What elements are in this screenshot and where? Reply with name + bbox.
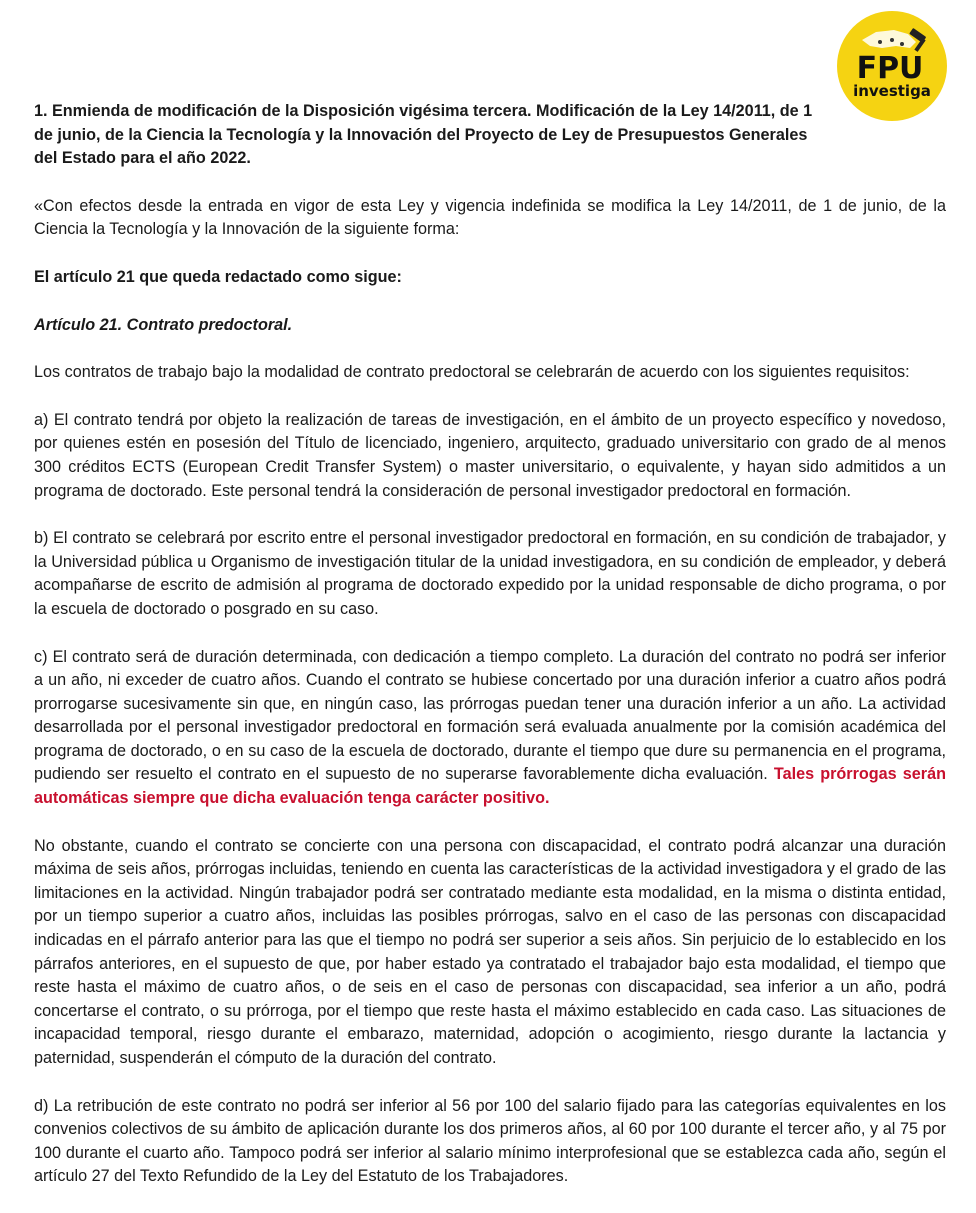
paragraph-c-text: c) El contrato será de duración determinada, con dedicación a tiempo completo. La duración del contrato no podrá ser inferior a un año, ni exceder de cuatro años. Cuando el contrato se hubiese concertado por una duración inferior a cuatro años podrá prorrogarse sucesivamente sin que, en ningún caso, las prórrogas puedan tener una duración inferior a un año. La actividad desarrollada por el personal investigador predoctoral en formación será evaluada anualmente por la comisión académica del programa de doctorado, o en su caso de la escuela de doctorado, durante el tiempo que dure su permanencia en el programa, pudiendo ser resuelto el contrato en el supuesto de no superarse favorablemente dicha evaluación. bbox=[34, 647, 946, 784]
logo-investiga-text: investiga bbox=[853, 82, 931, 100]
article-title: Artículo 21. Contrato predoctoral. bbox=[34, 315, 293, 334]
paragraph-d: d) La retribución de este contrato no podrá ser inferior al 56 por 100 del salario fijado para las categorías equivalentes en los convenios colectivos de su ámbito de aplicación durante los dos primeros años, al 60 por 100 durante el tercer año, y al 75 por 100 durante el cuarto año. Tampoco podrá ser inferior al salario mínimo interprofesional que se establezca cada año, según el artículo 27 del Texto Refundido de la Ley del Estatuto de los Trabajadores. bbox=[34, 1096, 946, 1186]
paragraph-c-continued: No obstante, cuando el contrato se concierte con una persona con discapacidad, el contrato podrá alcanzar una duración máxima de seis años, prórrogas incluidas, teniendo en cuenta las características de la actividad investigadora y el grado de las limitaciones en la actividad. Ningún trabajador podrá ser contratado mediante esta modalidad, en la misma o distinta entidad, por un tiempo superior a cuatro años, incluidas las posibles prórrogas, salvo en el caso de las personas con discapacidad indicadas en el párrafo anterior para las que el tiempo no podrá ser superior a seis años. Sin perjuicio de lo establecido en los párrafos anteriores, en el supuesto de que, por haber estado ya contratado el trabajador bajo esta modalidad, el tiempo que reste hasta el máximo de cuatro años, o de seis en el caso de personas con discapacidad, sea inferior a un año, podrá concertarse el contrato, o su prórroga, por el tiempo que reste hasta el máximo establecido en cada caso. Las situaciones de incapacidad temporal, riesgo durante el embarazo, maternidad, adopción o acogimiento, riesgo durante la lactancia y paternidad, suspenderán el cómputo de la duración del contrato. bbox=[34, 836, 946, 1067]
requirements-intro: Los contratos de trabajo bajo la modalidad de contrato predoctoral se celebrarán de acuerdo con los siguientes requisitos: bbox=[34, 363, 910, 382]
intro-paragraph: «Con efectos desde la entrada en vigor de esta Ley y vigencia indefinida se modifica la Ley 14/2011, de 1 de junio, de la Ciencia la Tecnología y la Innovación de la siguiente forma: bbox=[34, 196, 946, 239]
subheading: El artículo 21 que queda redactado como sigue: bbox=[34, 267, 402, 286]
paragraph-a: a) El contrato tendrá por objeto la realización de tareas de investigación, en el ámbito de un proyecto específico y novedoso, por quienes estén en posesión del Título de licenciado, ingeniero, arquitecto, graduado universitario con grado de al menos 300 créditos ECTS (European Credit Transfer System) o master universitario, o equivalente, y hayan sido admitidos a un programa de doctorado. Este personal tendrá la consideración de personal investigador predoctoral en formación. bbox=[34, 410, 946, 500]
document-body bbox=[34, 100, 946, 1213]
logo-fpu-text: FPU bbox=[856, 51, 924, 86]
paragraph-b: b) El contrato se celebrará por escrito entre el personal investigador predoctoral en formación, en su condición de trabajador, y la Universidad pública u Organismo de investigación titular de la unidad investigadora, en su condición de empleador, y deberá acompañarse de escrito de admisión al programa de doctorado expedido por la unidad responsable de dicho programa, o por la escuela de doctorado o posgrado en su caso. bbox=[34, 529, 946, 618]
paragraph-c-highlight: Tales prórrogas serán automáticas siempre que dicha evaluación tenga carácter positivo. bbox=[34, 765, 947, 808]
amendment-heading: 1. Enmienda de modificación de la Disposición vigésima tercera. Modificación de la Ley 14/2011, de 1 de junio, de la Ciencia la Tecnología y la Innovación del Proyecto de Ley de Presupuestos Generales del Estado para el año 2022. bbox=[34, 102, 813, 168]
paragraph-c bbox=[34, 646, 946, 811]
